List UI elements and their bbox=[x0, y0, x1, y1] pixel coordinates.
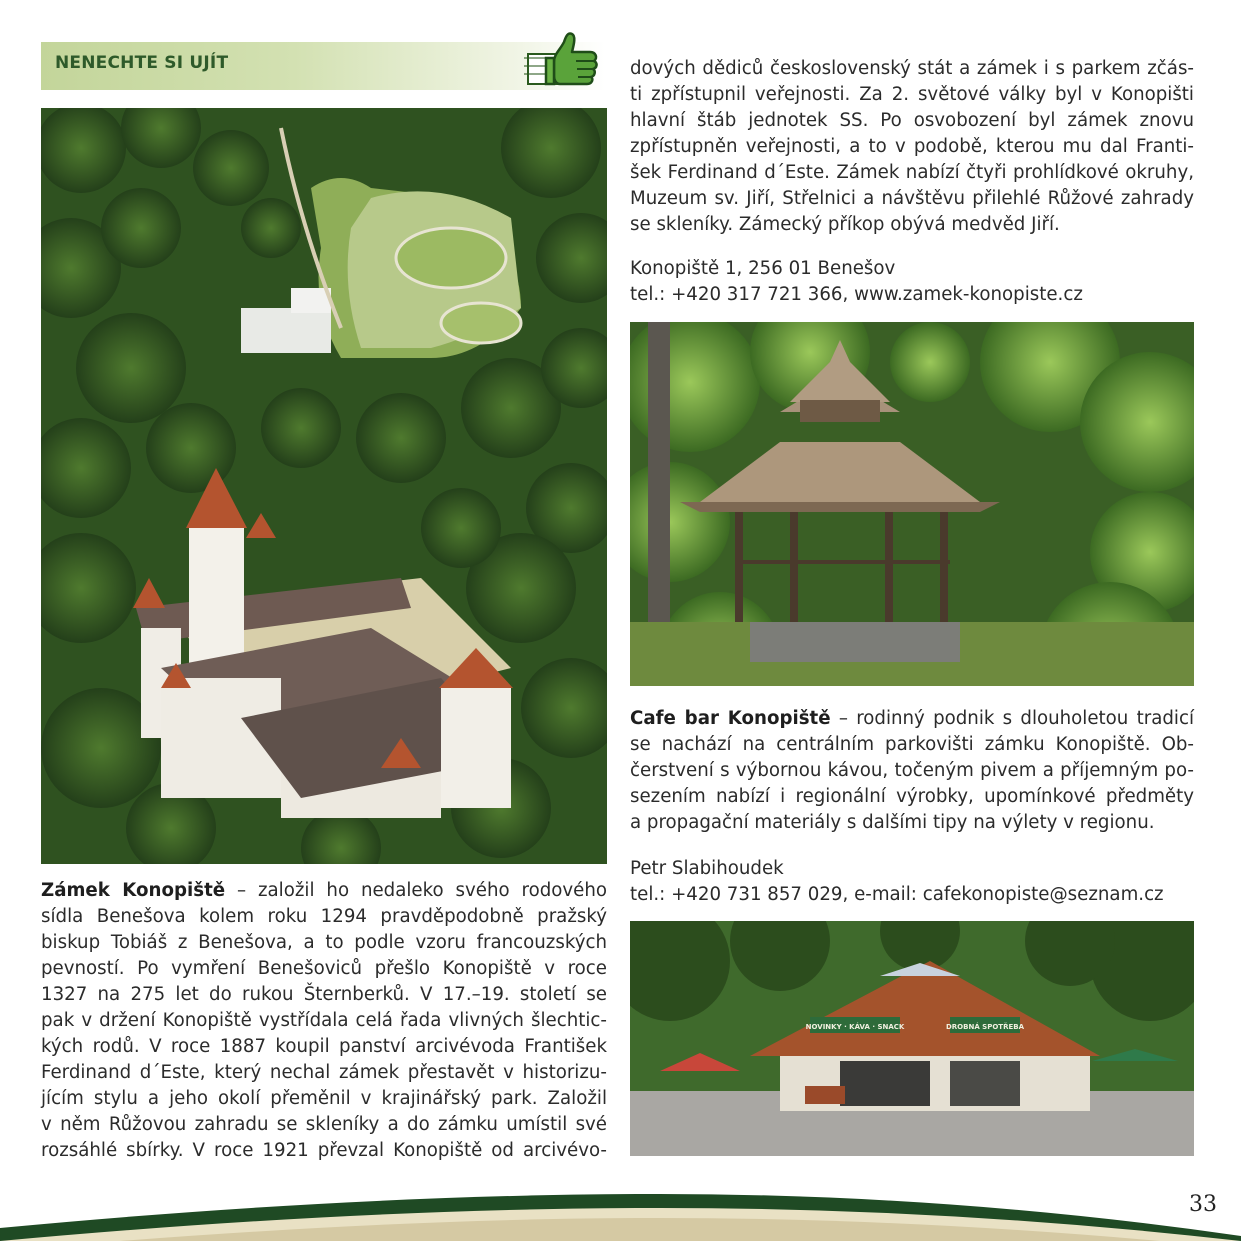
cafe-sign-right: DROBNÁ SPOTŘEBA bbox=[945, 1023, 1025, 1031]
footer-decoration bbox=[0, 1188, 1241, 1241]
cafe-contact-person: Petr Slabihoudek bbox=[630, 858, 784, 879]
castle-address: Konopiště 1, 256 01 Benešov bbox=[630, 258, 896, 279]
cafe-sign-left: NOVINKY · KÁVA · SNACK bbox=[805, 1023, 905, 1031]
castle-description-continued: dových dědiců československý stát a zámek i s parkem zčás- ti zpřístupnil veřejnosti. Za 2. světové války byl v Konopišti hlavní štáb jednotek SS. Po osvobození byl zámek znovu zpřístupněn veřejnosti, a to v podobě, kterou mu dal Franti- šek Ferdinand d´Este. Zámek nabízí čtyři prohlídkové okruhy, Muzeum sv. Jiří, Střelnici a návštěvu přilehlé Růžové zahrady se skleníky. Zámecký příkop obývá medvěd Jiří. bbox=[630, 58, 1194, 235]
section-title: NENECHTE SI UJÍT bbox=[55, 53, 229, 73]
cafe-description: Cafe bar Konopiště – rodinný podnik s dlouholetou tradicí se nachází na centrálním parkovišti zámku Konopiště. Ob- čerstvení s výbornou kávou, točeným pivem a příjemným po- sezením nabízí i regionální výrobky, upomínkové předměty a propagační materiály s dalšími tipy na výlety v regionu. bbox=[630, 708, 1194, 833]
castle-contact: tel.: +420 317 721 366, www.zamek-konopiste.cz bbox=[630, 284, 1083, 305]
cafe-contact: tel.: +420 731 857 029, e-mail: cafekonopiste@seznam.cz bbox=[630, 884, 1164, 905]
gazebo-photo bbox=[630, 322, 1194, 686]
cafe-building-photo bbox=[630, 921, 1194, 1156]
castle-description: Zámek Konopiště – založil ho nedaleko svého rodového sídla Benešova kolem roku 1294 pravděpodobně pražský biskup Tobiáš z Benešova, a to podle vzoru francouzských pevností. Po vymření Benešoviců přešlo Konopiště v roce 1327 na 275 let do rukou Šternberků. V 17.–19. století se pak v držení Konopiště vystřídala celá řada vlivných šlechtic- kých rodů. V roce 1887 koupil panství arcivévoda František Ferdinand d´Este, který nechal zámek přestavět v historizu- jícím stylu a jeho okolí přeměnil v krajinářský park. Založil v něm Růžovou zahradu se skleníky a do zámku umístil své rozsáhlé sbírky. V roce 1921 převzal Konopiště od arcivévo- bbox=[41, 880, 607, 1161]
cafe-title: Cafe bar Konopiště bbox=[630, 708, 831, 729]
thumbs-up-icon bbox=[520, 28, 600, 100]
castle-title: Zámek Konopiště bbox=[41, 880, 226, 901]
castle-aerial-photo bbox=[41, 108, 607, 864]
page-number: 33 bbox=[1189, 1192, 1217, 1217]
